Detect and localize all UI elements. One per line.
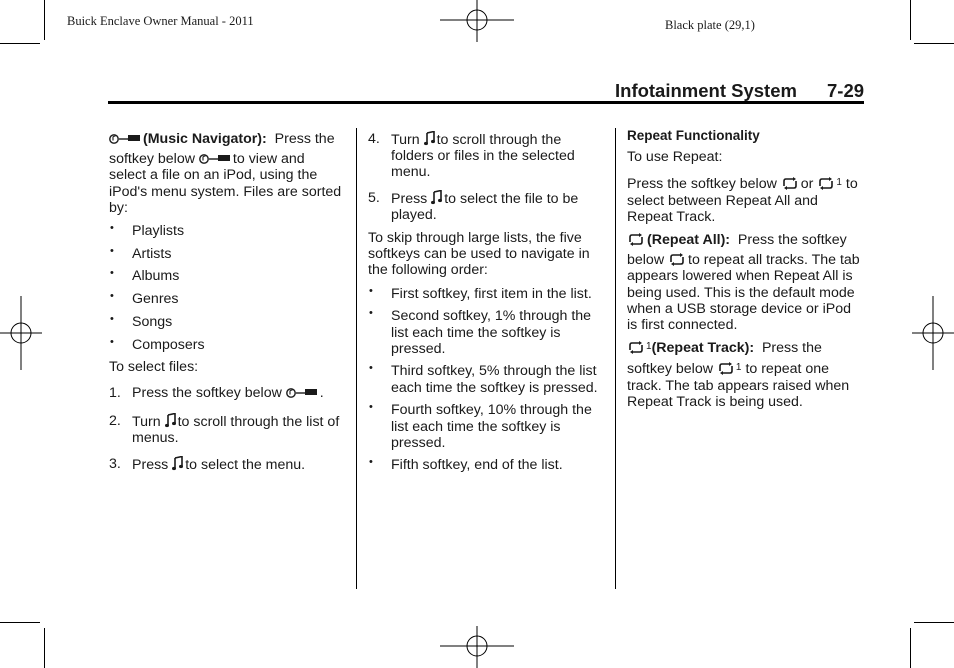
text-span: below (627, 252, 665, 269)
repeat-track-icon (627, 341, 645, 354)
header-rule (108, 101, 864, 104)
header-manual-title: Buick Enclave Owner Manual - 2011 (67, 14, 254, 28)
text-span: Turn (391, 132, 420, 148)
text-span: to select the menu. (185, 457, 306, 474)
music-navigator-icon (286, 387, 318, 399)
steps-list (109, 385, 345, 473)
music-note-knob-icon (172, 456, 183, 471)
text-span: to scroll through the folders or files in the selected menu. (391, 132, 575, 181)
page-number: 7-29 (827, 80, 865, 101)
text-span: or (800, 176, 814, 193)
steps-list-continued (368, 131, 606, 223)
text-span: softkey below (109, 151, 195, 168)
list-item (368, 131, 606, 181)
music-note-knob-icon (424, 131, 435, 146)
text-span: Press the softkey (737, 232, 847, 249)
step-number: 4. (368, 131, 380, 147)
registration-mark-left (0, 296, 42, 370)
repeat-one-mark: 1 (646, 341, 652, 353)
step-number: 5. (368, 189, 380, 206)
column-divider (615, 128, 616, 589)
list-item (368, 190, 606, 223)
repeat-icon (781, 177, 799, 190)
text-span: to scroll through the list of menus. (132, 413, 340, 446)
step-number: 1. (109, 385, 121, 402)
music-navigator-label: (Music Navigator): (143, 131, 267, 147)
list-item: • Albums (109, 268, 345, 284)
list-item: • Composers (109, 337, 345, 353)
sort-list (109, 223, 345, 353)
use-repeat-text: To use Repeat: (627, 149, 723, 166)
section-title: Infotainment System (615, 80, 797, 101)
repeat-all-paragraph (627, 232, 865, 248)
repeat-track-icon (817, 177, 835, 190)
registration-mark-top (440, 0, 514, 42)
list-item: • Third softkey, 5% through the list each time the softkey is pressed. (368, 363, 606, 395)
music-navigator-text: Press the (274, 131, 335, 147)
list-item: • Genres (109, 291, 345, 307)
music-navigator-icon (199, 153, 231, 165)
text-span: Press (132, 457, 169, 474)
repeat-track-label: (Repeat Track): (651, 340, 755, 357)
text-span: to select the file to be played. (391, 190, 579, 223)
list-item: • Artists (109, 246, 345, 262)
step-number: 3. (109, 456, 121, 473)
repeat-one-mark: 1 (836, 177, 842, 189)
repeat-track-icon (717, 362, 735, 375)
music-navigator-icon (109, 133, 141, 145)
text-span: to view and select a file on an iPod, using the iPod's menu system. Files are sorted by: (109, 151, 342, 216)
registration-mark-right (912, 296, 954, 370)
repeat-select-paragraph (627, 175, 865, 225)
list-item (109, 456, 345, 473)
music-navigator-paragraph (109, 131, 345, 147)
column-1 (109, 128, 345, 473)
repeat-heading: Repeat Functionality (627, 128, 760, 143)
list-item: • First softkey, first item in the list. (368, 286, 606, 302)
skip-intro-text: To skip through large lists, the five softkeys can be used to navigate in the following order: (368, 230, 590, 279)
music-navigator-text-cont (109, 151, 345, 216)
text-span: Press (391, 190, 428, 207)
column-2 (368, 128, 606, 474)
repeat-icon (627, 233, 645, 246)
column-3 (627, 128, 865, 410)
text-span: Press the softkey below (627, 176, 777, 193)
list-item: • Fifth softkey, end of the list. (368, 457, 606, 473)
list-item: • Songs (109, 314, 345, 330)
list-item: • Second softkey, 1% through the list each time the softkey is pressed. (368, 308, 606, 357)
text-span: Press the (761, 340, 822, 357)
repeat-icon (668, 253, 686, 266)
text-span: softkey below (627, 361, 713, 378)
list-item (109, 385, 345, 401)
text-span: to repeat one track. The tab appears raised when Repeat Track is being used. (627, 361, 850, 410)
repeat-all-paragraph-cont (627, 252, 865, 333)
music-note-knob-icon (165, 413, 176, 428)
text-span: to select between Repeat All and Repeat Track. (627, 176, 858, 225)
repeat-track-paragraph-cont (627, 360, 865, 410)
list-item: • Fourth softkey, 10% through the list each time the softkey is pressed. (368, 402, 606, 451)
repeat-track-paragraph (627, 339, 865, 356)
list-item: • Playlists (109, 223, 345, 239)
skip-list (368, 286, 606, 474)
header-plate-info: Black plate (29,1) (665, 18, 755, 32)
step-number: 2. (109, 412, 121, 429)
repeat-all-label: (Repeat All): (647, 232, 731, 249)
text-span: Press the softkey below (132, 385, 282, 402)
list-item (109, 413, 345, 446)
registration-mark-bottom (440, 626, 514, 668)
to-select-text: To select files: (109, 359, 199, 376)
repeat-one-mark: 1 (735, 362, 742, 374)
text-span: to repeat all tracks. The tab appears lowered when Repeat All is being used. This is the default mode when a USB storage device or iPod is first connected. (627, 252, 860, 334)
music-note-knob-icon (431, 190, 442, 205)
text-span: Turn (132, 413, 161, 430)
text-span: . (319, 385, 324, 402)
column-divider (356, 128, 357, 589)
